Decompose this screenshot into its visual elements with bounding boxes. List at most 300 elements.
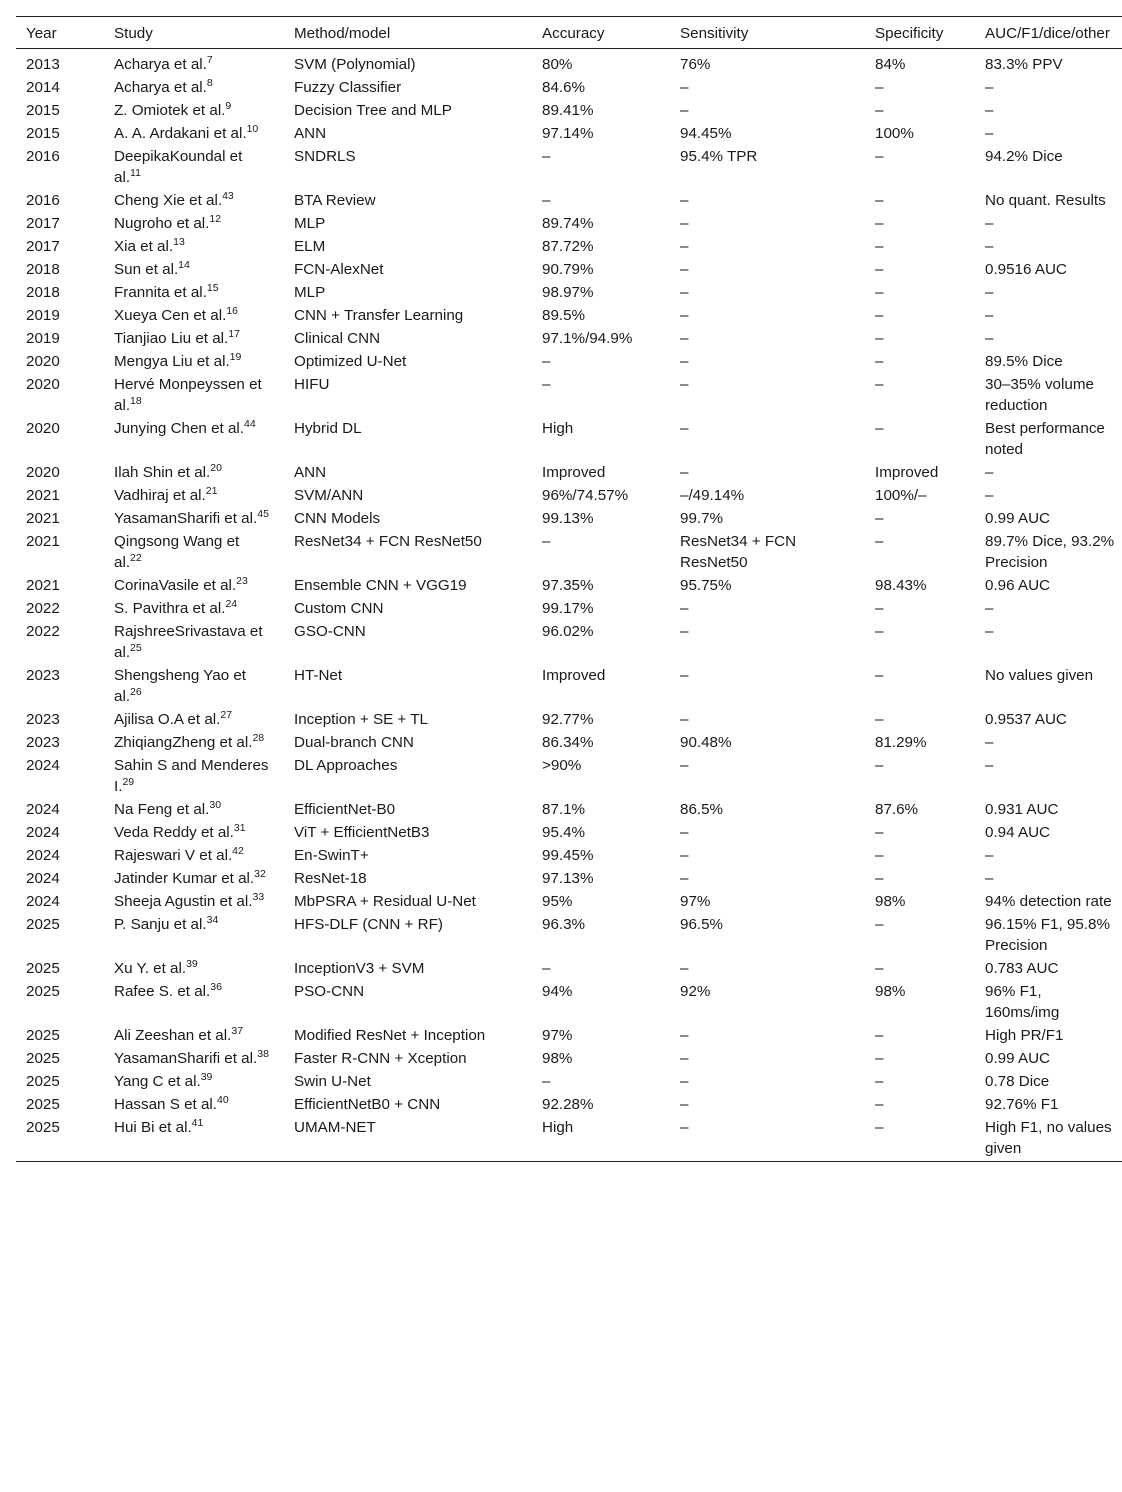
- cell-study: [104, 507, 284, 530]
- cell-sensitivity: –: [680, 1073, 689, 1090]
- cell-other-metrics: Best performance noted: [985, 420, 1105, 458]
- header-study: Study: [104, 17, 284, 49]
- cell-method: Faster R-CNN + Xception: [294, 1050, 467, 1067]
- reference-number: 7: [206, 54, 213, 66]
- cell-specificity: –: [875, 757, 884, 774]
- cell-specificity: 98.43%: [875, 577, 927, 594]
- table-row: [16, 1024, 1122, 1047]
- reference-number: 30: [209, 799, 222, 811]
- cell-year: 2018: [26, 284, 60, 301]
- cell-year: 2021: [26, 487, 60, 504]
- cell-specificity: –: [875, 916, 884, 933]
- cell-other-metrics: 89.5% Dice: [985, 353, 1063, 370]
- cell-year: 2019: [26, 307, 60, 324]
- cell-accuracy: 97.35%: [542, 577, 594, 594]
- header-year: Year: [16, 17, 104, 49]
- cell-method: Optimized U-Net: [294, 353, 407, 370]
- cell-specificity: –: [875, 960, 884, 977]
- reference-number: 9: [225, 100, 232, 112]
- cell-specificity: –: [875, 1073, 884, 1090]
- cell-accuracy: 89.41%: [542, 102, 594, 119]
- table-row: [16, 708, 1122, 731]
- cell-specificity: –: [875, 79, 884, 96]
- reference-number: 37: [231, 1025, 244, 1037]
- cell-study: [104, 821, 284, 844]
- table-row: [16, 417, 1122, 461]
- cell-specificity: 87.6%: [875, 801, 919, 818]
- cell-method: SVM/ANN: [294, 487, 364, 504]
- cell-other-metrics: –: [985, 125, 994, 142]
- cell-method: Dual-branch CNN: [294, 734, 414, 751]
- cell-accuracy: 95.4%: [542, 824, 586, 841]
- cell-year: 2023: [26, 711, 60, 728]
- table-row: [16, 461, 1122, 484]
- cell-method: Decision Tree and MLP: [294, 102, 452, 119]
- cell-year: 2020: [26, 376, 60, 393]
- cell-other-metrics: –: [985, 847, 994, 864]
- table-row: [16, 597, 1122, 620]
- cell-method: ELM: [294, 238, 326, 255]
- cell-study: [104, 99, 284, 122]
- cell-sensitivity: –: [680, 1050, 689, 1067]
- table-row: [16, 49, 1122, 77]
- cell-sensitivity: –: [680, 330, 689, 347]
- study-name: Yang C et al.: [114, 1073, 201, 1090]
- cell-specificity: 100%: [875, 125, 914, 142]
- cell-accuracy: High: [542, 420, 574, 437]
- study-name: Hassan S et al.: [114, 1096, 217, 1113]
- cell-method: ANN: [294, 125, 327, 142]
- cell-method: MLP: [294, 284, 326, 301]
- study-name: Hui Bi et al.: [114, 1119, 192, 1136]
- cell-method: ViT + EfficientNetB3: [294, 824, 430, 841]
- reference-number: 18: [130, 395, 142, 407]
- cell-sensitivity: 92%: [680, 983, 711, 1000]
- cell-specificity: –: [875, 1050, 884, 1067]
- cell-sensitivity: 96.5%: [680, 916, 724, 933]
- cell-sensitivity: –: [680, 420, 689, 437]
- cell-other-metrics: –: [985, 757, 994, 774]
- cell-study: [104, 664, 284, 708]
- study-name: Mengya Liu et al.: [114, 353, 230, 370]
- study-name: A. A. Ardakani et al.: [114, 125, 247, 142]
- reference-number: 29: [122, 776, 135, 788]
- cell-sensitivity: –: [680, 284, 689, 301]
- cell-other-metrics: 0.99 AUC: [985, 510, 1051, 527]
- table-row: [16, 913, 1122, 957]
- reference-number: 21: [205, 485, 218, 497]
- cell-accuracy: 92.28%: [542, 1096, 594, 1113]
- study-name: Sahin S and Menderes I.: [114, 757, 269, 795]
- cell-specificity: –: [875, 192, 884, 209]
- cell-method: CNN Models: [294, 510, 381, 527]
- header-sensitivity: Sensitivity: [670, 17, 865, 49]
- cell-year: 2025: [26, 1050, 60, 1067]
- cell-accuracy: 94%: [542, 983, 573, 1000]
- cell-other-metrics: 0.96 AUC: [985, 577, 1051, 594]
- cell-accuracy: 84.6%: [542, 79, 586, 96]
- study-name: Cheng Xie et al.: [114, 192, 223, 209]
- cell-study: [104, 620, 284, 664]
- cell-study: [104, 867, 284, 890]
- cell-study: [104, 957, 284, 980]
- study-name: Hervé Monpeyssen et al.: [114, 376, 262, 414]
- cell-other-metrics: 89.7% Dice, 93.2% Precision: [985, 533, 1115, 571]
- cell-sensitivity: –: [680, 667, 689, 684]
- study-name: YasamanSharifi et al.: [114, 1050, 258, 1067]
- cell-accuracy: –: [542, 533, 551, 550]
- cell-study: [104, 913, 284, 957]
- cell-sensitivity: –: [680, 307, 689, 324]
- study-name: P. Sanju et al.: [114, 916, 207, 933]
- cell-accuracy: 90.79%: [542, 261, 594, 278]
- cell-sensitivity: –: [680, 102, 689, 119]
- table-row: [16, 1070, 1122, 1093]
- cell-method: Swin U-Net: [294, 1073, 371, 1090]
- cell-specificity: –: [875, 376, 884, 393]
- cell-year: 2014: [26, 79, 60, 96]
- study-name: ZhiqiangZheng et al.: [114, 734, 253, 751]
- cell-method: EfficientNetB0 + CNN: [294, 1096, 441, 1113]
- cell-method: UMAM-NET: [284, 1116, 532, 1162]
- reference-number: 10: [246, 123, 259, 135]
- literature-review-table: [16, 16, 1122, 1162]
- study-name: CorinaVasile et al.: [114, 577, 237, 594]
- cell-sensitivity: –: [680, 376, 689, 393]
- cell-method: FCN-AlexNet: [294, 261, 384, 278]
- study-name: Rajeswari V et al.: [114, 847, 233, 864]
- cell-sensitivity: –: [680, 353, 689, 370]
- cell-method: Fuzzy Classifier: [294, 79, 402, 96]
- cell-specificity: –: [875, 667, 884, 684]
- study-name: Nugroho et al.: [114, 215, 210, 232]
- table-row: [16, 373, 1122, 417]
- cell-other-metrics: High F1, no values given: [975, 1116, 1122, 1162]
- study-name: Acharya et al.: [114, 56, 207, 73]
- cell-other-metrics: 0.94 AUC: [985, 824, 1051, 841]
- cell-specificity: –: [875, 1027, 884, 1044]
- cell-sensitivity: –: [670, 1116, 865, 1162]
- study-name: Sun et al.: [114, 261, 179, 278]
- cell-accuracy: 87.72%: [542, 238, 594, 255]
- cell-other-metrics: 96% F1, 160ms/img: [985, 983, 1060, 1021]
- cell-year: 2016: [26, 148, 60, 165]
- study-name: Tianjiao Liu et al.: [114, 330, 229, 347]
- cell-sensitivity: 94.45%: [680, 125, 732, 142]
- cell-sensitivity: 90.48%: [680, 734, 732, 751]
- cell-sensitivity: 95.4% TPR: [680, 148, 758, 165]
- study-name: Ajilisa O.A et al.: [114, 711, 221, 728]
- cell-accuracy: 98.97%: [542, 284, 594, 301]
- cell-accuracy: 97.1%/94.9%: [542, 330, 633, 347]
- cell-specificity: 84%: [875, 56, 906, 73]
- cell-specificity: –: [875, 1096, 884, 1113]
- table-row: [16, 798, 1122, 821]
- cell-sensitivity: –: [680, 960, 689, 977]
- cell-method: ResNet34 + FCN ResNet50: [294, 533, 482, 550]
- cell-study: [104, 304, 284, 327]
- reference-number: 23: [236, 575, 248, 587]
- table-row: [16, 867, 1122, 890]
- cell-study: [104, 145, 284, 189]
- cell-accuracy: 87.1%: [542, 801, 586, 818]
- header-row: [16, 17, 1122, 49]
- header-other-metrics: AUC/F1/dice/other: [975, 17, 1122, 49]
- cell-year: 2025: [26, 983, 60, 1000]
- cell-accuracy: 98%: [542, 1050, 573, 1067]
- table-row: [16, 1093, 1122, 1116]
- reference-number: 33: [252, 891, 265, 903]
- table-row: [16, 484, 1122, 507]
- cell-year: 2019: [26, 330, 60, 347]
- cell-method: BTA Review: [294, 192, 376, 209]
- cell-method: EfficientNet-B0: [294, 801, 396, 818]
- cell-sensitivity: ResNet34 + FCN ResNet50: [680, 533, 797, 571]
- table-row: [16, 258, 1122, 281]
- study-name: Rafee S. et al.: [114, 983, 211, 1000]
- cell-study: [104, 731, 284, 754]
- cell-accuracy: 92.77%: [542, 711, 594, 728]
- cell-method: InceptionV3 + SVM: [294, 960, 425, 977]
- cell-method: SNDRLS: [294, 148, 356, 165]
- cell-specificity: 98%: [875, 983, 906, 1000]
- cell-method: ResNet-18: [294, 870, 367, 887]
- reference-number: 19: [229, 351, 242, 363]
- study-name: Na Feng et al.: [114, 801, 210, 818]
- cell-study: [104, 258, 284, 281]
- cell-other-metrics: 30–35% volume reduction: [985, 376, 1094, 414]
- cell-specificity: 98%: [875, 893, 906, 910]
- cell-method: GSO-CNN: [294, 623, 366, 640]
- cell-method: MbPSRA + Residual U-Net: [294, 893, 476, 910]
- cell-other-metrics: 92.76% F1: [985, 1096, 1059, 1113]
- cell-sensitivity: –: [680, 215, 689, 232]
- cell-method: HIFU: [294, 376, 330, 393]
- cell-sensitivity: –: [680, 464, 689, 481]
- cell-specificity: –: [875, 284, 884, 301]
- cell-year: 2021: [26, 510, 60, 527]
- cell-method: MLP: [294, 215, 326, 232]
- header-accuracy: Accuracy: [532, 17, 670, 49]
- reference-number: 8: [206, 77, 213, 89]
- cell-sensitivity: 99.7%: [680, 510, 724, 527]
- cell-sensitivity: –: [680, 600, 689, 617]
- cell-accuracy: High: [532, 1116, 670, 1162]
- table-row: [16, 620, 1122, 664]
- table-row: [16, 664, 1122, 708]
- table-row: [16, 99, 1122, 122]
- reference-number: 16: [226, 305, 238, 317]
- cell-specificity: –: [875, 307, 884, 324]
- cell-other-metrics: High PR/F1: [985, 1027, 1064, 1044]
- cell-sensitivity: –/49.14%: [680, 487, 745, 504]
- cell-method: HFS-DLF (CNN + RF): [294, 916, 443, 933]
- cell-method: HT-Net: [294, 667, 343, 684]
- cell-accuracy: 99.13%: [542, 510, 594, 527]
- table-row: [16, 980, 1122, 1024]
- cell-accuracy: 99.17%: [542, 600, 594, 617]
- cell-accuracy: 86.34%: [542, 734, 594, 751]
- study-name: Xu Y. et al.: [114, 960, 187, 977]
- cell-method: PSO-CNN: [294, 983, 365, 1000]
- cell-study: [104, 373, 284, 417]
- cell-year: 2022: [26, 600, 60, 617]
- reference-number: 26: [130, 686, 142, 698]
- cell-sensitivity: –: [680, 870, 689, 887]
- cell-sensitivity: –: [680, 1027, 689, 1044]
- table-row: [16, 122, 1122, 145]
- reference-number: 34: [206, 914, 219, 926]
- cell-accuracy: 97.13%: [542, 870, 594, 887]
- cell-method: Modified ResNet + Inception: [294, 1027, 486, 1044]
- cell-study: [104, 1070, 284, 1093]
- cell-study: [104, 754, 284, 798]
- cell-other-metrics: –: [985, 464, 994, 481]
- cell-other-metrics: –: [985, 238, 994, 255]
- cell-other-metrics: –: [985, 102, 994, 119]
- reference-number: 20: [210, 462, 222, 474]
- cell-accuracy: –: [542, 960, 551, 977]
- cell-year: 2024: [26, 824, 60, 841]
- cell-other-metrics: 0.78 Dice: [985, 1073, 1050, 1090]
- cell-sensitivity: 95.75%: [680, 577, 732, 594]
- study-name: YasamanSharifi et al.: [114, 510, 258, 527]
- cell-method: Inception + SE + TL: [294, 711, 428, 728]
- table-row: [16, 530, 1122, 574]
- cell-specificity: –: [875, 600, 884, 617]
- cell-sensitivity: –: [680, 79, 689, 96]
- table-row: [16, 821, 1122, 844]
- cell-year: 2024: [26, 847, 60, 864]
- cell-study: [104, 574, 284, 597]
- cell-accuracy: 80%: [542, 56, 573, 73]
- table-row: [16, 212, 1122, 235]
- study-name: Frannita et al.: [114, 284, 207, 301]
- cell-study: [104, 76, 284, 99]
- cell-year: 2025: [26, 1096, 60, 1113]
- table-row: [16, 844, 1122, 867]
- cell-specificity: –: [875, 824, 884, 841]
- cell-sensitivity: –: [680, 192, 689, 209]
- table-row: [16, 327, 1122, 350]
- reference-number: 25: [130, 642, 142, 654]
- cell-sensitivity: –: [680, 238, 689, 255]
- cell-study: [104, 597, 284, 620]
- cell-year: 2024: [26, 801, 60, 818]
- cell-accuracy: 97%: [542, 1027, 573, 1044]
- reference-number: 36: [210, 981, 222, 993]
- cell-study: [104, 798, 284, 821]
- cell-other-metrics: 0.783 AUC: [985, 960, 1059, 977]
- study-name: DeepikaKoundal et al.: [114, 148, 243, 186]
- cell-specificity: –: [875, 330, 884, 347]
- cell-sensitivity: –: [680, 1096, 689, 1113]
- cell-year: 2020: [26, 353, 60, 370]
- cell-accuracy: –: [542, 192, 551, 209]
- cell-other-metrics: No quant. Results: [985, 192, 1106, 209]
- cell-specificity: 100%/–: [875, 487, 927, 504]
- literature-table-container: [16, 16, 1122, 1162]
- study-name: Ali Zeeshan et al.: [114, 1027, 232, 1044]
- reference-number: 41: [191, 1117, 204, 1129]
- cell-year: 2017: [26, 215, 60, 232]
- study-name: Acharya et al.: [114, 79, 207, 96]
- cell-other-metrics: 0.9537 AUC: [985, 711, 1067, 728]
- cell-sensitivity: –: [680, 261, 689, 278]
- cell-accuracy: 99.45%: [542, 847, 594, 864]
- cell-specificity: Improved: [875, 464, 939, 481]
- cell-specificity: –: [875, 215, 884, 232]
- cell-other-metrics: –: [985, 307, 994, 324]
- cell-other-metrics: 0.931 AUC: [985, 801, 1059, 818]
- cell-study: [104, 189, 284, 212]
- cell-specificity: –: [875, 870, 884, 887]
- cell-other-metrics: –: [985, 600, 994, 617]
- cell-accuracy: 95%: [542, 893, 573, 910]
- cell-method: Custom CNN: [294, 600, 384, 617]
- cell-accuracy: –: [542, 148, 551, 165]
- cell-study: [104, 281, 284, 304]
- cell-year: 2024: [26, 870, 60, 887]
- cell-specificity: –: [875, 238, 884, 255]
- cell-specificity: –: [875, 420, 884, 437]
- cell-year: 2020: [26, 464, 60, 481]
- cell-study: [104, 417, 284, 461]
- header-specificity: Specificity: [865, 17, 975, 49]
- study-name: Shengsheng Yao et al.: [114, 667, 247, 705]
- cell-accuracy: Improved: [542, 667, 606, 684]
- reference-number: 14: [178, 259, 190, 271]
- study-name: Veda Reddy et al.: [114, 824, 234, 841]
- cell-sensitivity: –: [680, 847, 689, 864]
- cell-other-metrics: 94% detection rate: [985, 893, 1112, 910]
- cell-study: [104, 980, 284, 1024]
- reference-number: 32: [254, 868, 266, 880]
- cell-specificity: –: [875, 510, 884, 527]
- cell-other-metrics: –: [985, 79, 994, 96]
- reference-number: 28: [252, 732, 265, 744]
- cell-study: [104, 122, 284, 145]
- cell-other-metrics: –: [985, 870, 994, 887]
- cell-study: [104, 530, 284, 574]
- cell-accuracy: –: [542, 353, 551, 370]
- cell-method: DL Approaches: [294, 757, 398, 774]
- cell-year: 2015: [26, 125, 60, 142]
- cell-year: 2025: [26, 1073, 60, 1090]
- reference-number: 43: [222, 190, 234, 202]
- study-name: Ilah Shin et al.: [114, 464, 211, 481]
- table-row: [16, 731, 1122, 754]
- reference-number: 24: [225, 598, 238, 610]
- study-name: Xueya Cen et al.: [114, 307, 227, 324]
- reference-number: 42: [232, 845, 244, 857]
- reference-number: 17: [228, 328, 240, 340]
- table-row: [16, 189, 1122, 212]
- table-row: [16, 235, 1122, 258]
- cell-study: [104, 844, 284, 867]
- cell-other-metrics: 96.15% F1, 95.8% Precision: [985, 916, 1110, 954]
- cell-other-metrics: –: [985, 284, 994, 301]
- cell-specificity: 81.29%: [875, 734, 927, 751]
- cell-other-metrics: 83.3% PPV: [985, 56, 1063, 73]
- reference-number: 45: [257, 508, 269, 520]
- reference-number: 39: [200, 1071, 213, 1083]
- cell-other-metrics: –: [985, 623, 994, 640]
- table-header: [16, 17, 1122, 49]
- cell-specificity: –: [875, 261, 884, 278]
- cell-other-metrics: 94.2% Dice: [985, 148, 1063, 165]
- table-row: [16, 76, 1122, 99]
